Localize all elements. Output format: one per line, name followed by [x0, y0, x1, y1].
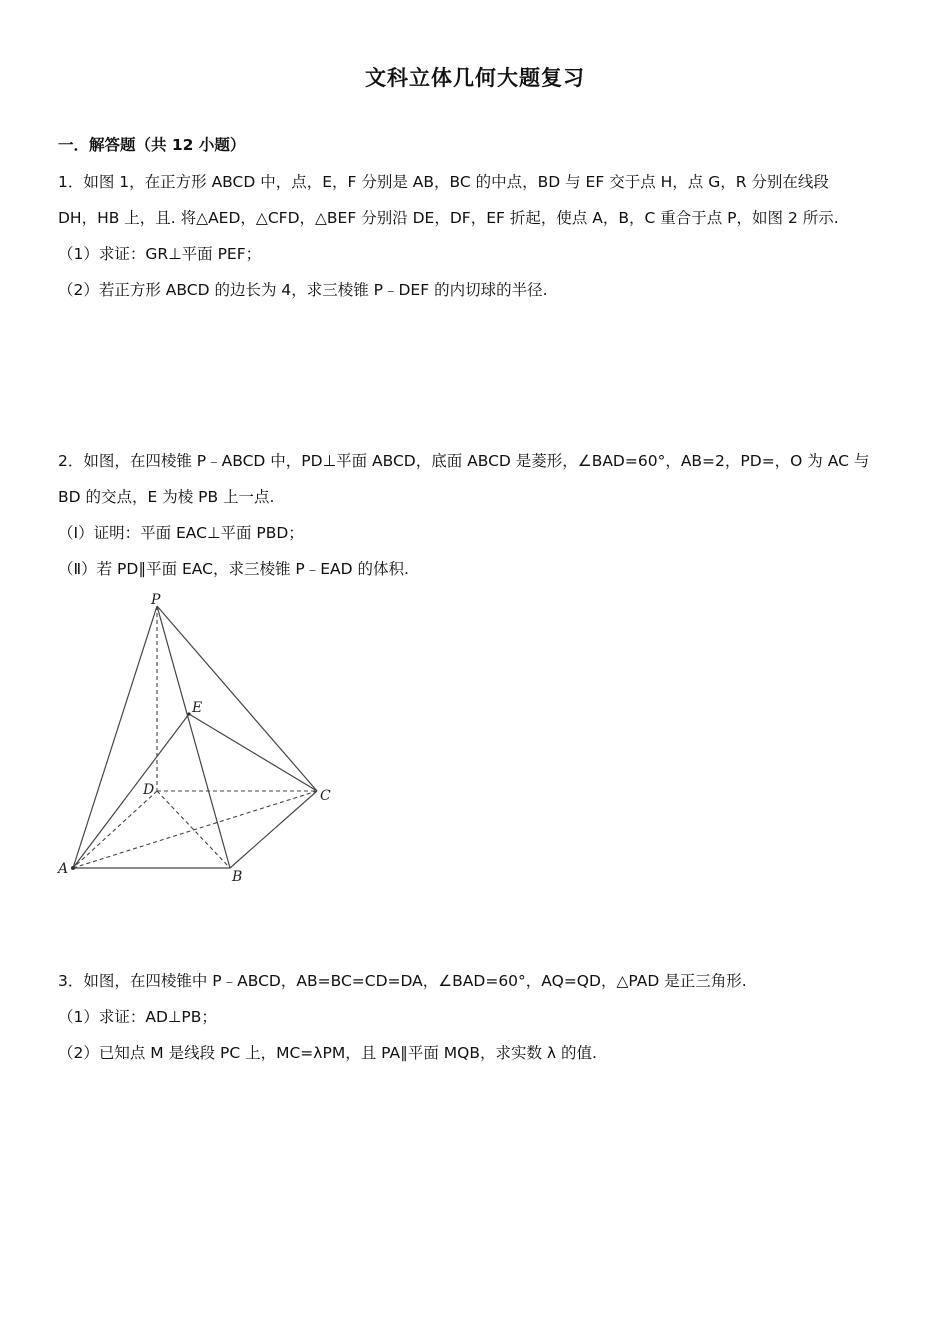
- q3-part-2: （2）已知点 M 是线段 PC 上，MC=λPM，且 PA∥平面 MQB，求实数 λ 的值.: [58, 1044, 597, 1062]
- page-title: 文科立体几何大题复习: [365, 66, 585, 90]
- label-D: D: [143, 782, 155, 798]
- label-P: P: [151, 592, 161, 608]
- edge-PB: [157, 606, 230, 868]
- edge-EC: [189, 714, 317, 791]
- q1-line-1: 1．如图 1，在正方形 ABCD 中，点，E，F 分别是 AB，BC 的中点，BD 与 EF 交于点 H，点 G，R 分别在线段: [58, 173, 829, 191]
- pyramid-diagram: [52, 588, 342, 888]
- q2-line-1: 2．如图，在四棱锥 P﹣ABCD 中，PD⊥平面 ABCD，底面 ABCD 是菱形，∠BAD=60°，AB=2，PD=，O 为 AC 与: [58, 452, 870, 470]
- edge-BC: [230, 791, 317, 868]
- edge-PA: [73, 606, 157, 868]
- q1-part-2: （2）若正方形 ABCD 的边长为 4，求三棱锥 P﹣DEF 的内切球的半径.: [58, 281, 548, 299]
- edge-AC: [73, 791, 317, 868]
- label-B: B: [232, 869, 243, 885]
- q3-line-1: 3．如图，在四棱锥中 P﹣ABCD，AB=BC=CD=DA，∠BAD=60°，AQ=QD，△PAD 是正三角形.: [58, 972, 747, 990]
- q2-line-2: BD 的交点，E 为棱 PB 上一点.: [58, 488, 275, 506]
- q2-part-1: （Ⅰ）证明：平面 EAC⊥平面 PBD；: [58, 524, 304, 542]
- q1-part-1: （1）求证：GR⊥平面 PEF；: [58, 245, 262, 263]
- label-E: E: [192, 700, 203, 716]
- label-C: C: [320, 788, 331, 804]
- label-A: A: [58, 861, 69, 877]
- edge-PC: [157, 606, 317, 791]
- point-A: [71, 866, 75, 870]
- point-E: [187, 712, 190, 715]
- q1-line-2: DH，HB 上，且. 将△AED，△CFD，△BEF 分别沿 DE，DF，EF 折起，使点 A，B，C 重合于点 P，如图 2 所示.: [58, 209, 839, 227]
- q2-part-2: （Ⅱ）若 PD∥平面 EAC，求三棱锥 P﹣EAD 的体积.: [58, 560, 409, 578]
- q3-part-1: （1）求证：AD⊥PB；: [58, 1008, 217, 1026]
- section-heading: 一．解答题（共 12 小题）: [58, 136, 246, 154]
- pyramid-figure: [52, 588, 342, 888]
